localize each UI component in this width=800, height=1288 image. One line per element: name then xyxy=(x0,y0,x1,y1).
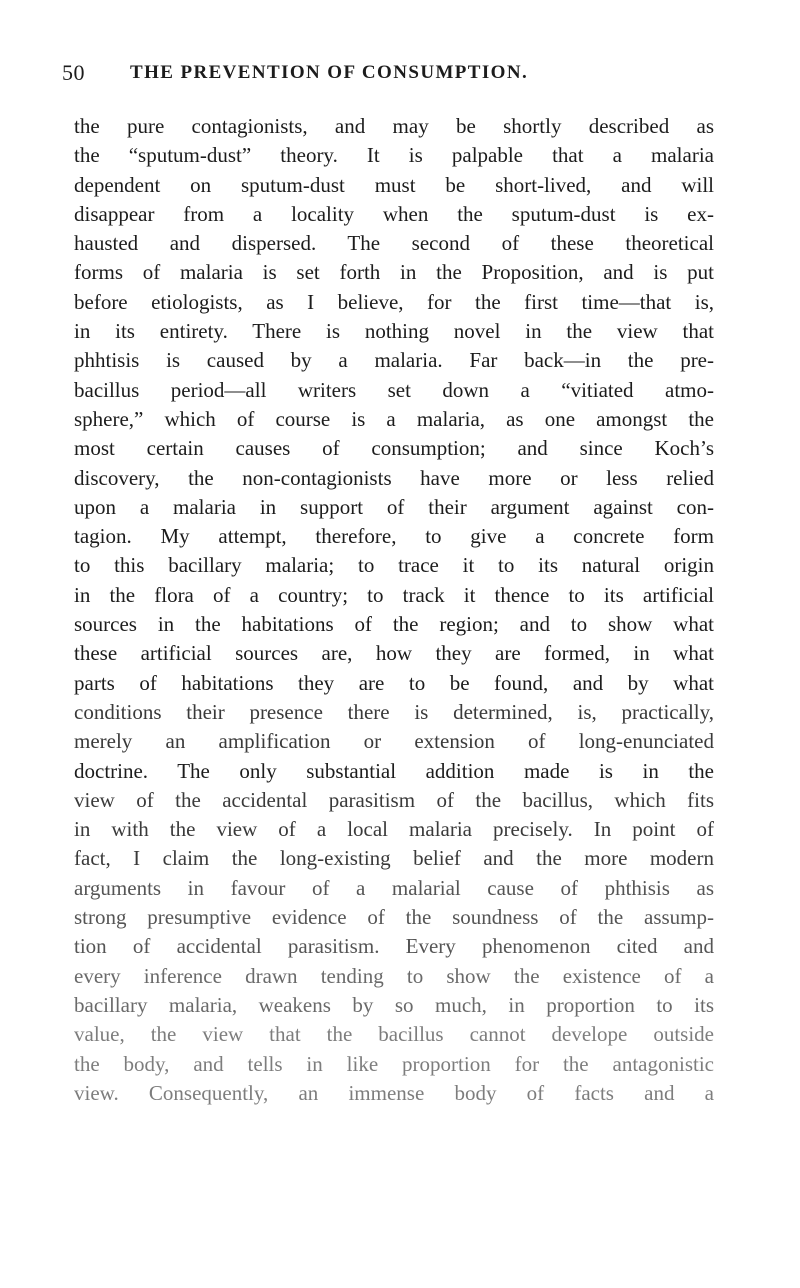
text-line: discovery, the non-contagionists have more or less relied xyxy=(74,465,714,490)
text-line: value, the view that the bacillus cannot develope outside xyxy=(74,1022,714,1047)
text-line: fact, I claim the long-existing belief and the more modern xyxy=(74,846,714,871)
text-line: tagion. My attempt, therefore, to give a concrete form xyxy=(74,524,714,549)
text-line: the pure contagionists, and may be shortly described as xyxy=(74,114,714,138)
text-line: these artificial sources are, how they are formed, in what xyxy=(74,641,714,666)
text-line: disappear from a locality when the sputum-dust is ex- xyxy=(74,201,714,226)
text-line: the “sputum-dust” theory. It is palpable that a malaria xyxy=(74,143,714,168)
running-head: THE PREVENTION OF CONSUMPTION. xyxy=(130,62,529,83)
text-line: arguments in favour of a malarial cause of phthisis as xyxy=(74,875,714,900)
text-line: forms of malaria is set forth in the Proposition, and is put xyxy=(74,260,714,285)
body-paragraph xyxy=(74,112,714,1108)
text-line: view of the accidental parasitism of the bacillus, which fits xyxy=(74,787,714,812)
text-line: conditions their presence there is determined, is, practically, xyxy=(74,699,714,724)
text-line: most certain causes of consumption; and since Koch’s xyxy=(74,436,714,461)
text-line: bacillus period—all writers set down a “vitiated atmo- xyxy=(74,377,714,402)
text-line: to this bacillary malaria; to trace it to its natural origin xyxy=(74,553,714,578)
text-line: doctrine. The only substantial addition made is in the xyxy=(74,758,714,783)
text-line: merely an amplification or extension of long-enunciated xyxy=(74,729,714,754)
text-line: every inference drawn tending to show the existence of a xyxy=(74,963,714,988)
text-line: dependent on sputum-dust must be short-lived, and will xyxy=(74,172,714,197)
text-line: in its entirety. There is nothing novel in the view that xyxy=(74,319,714,344)
text-line: hausted and dispersed. The second of these theoretical xyxy=(74,231,714,256)
text-line: parts of habitations they are to be found, and by what xyxy=(74,670,714,695)
page-number: 50 xyxy=(62,60,85,85)
text-line: in with the view of a local malaria precisely. In point of xyxy=(74,817,714,842)
text-line: sources in the habitations of the region; and to show what xyxy=(74,612,714,637)
text-line: in the flora of a country; to track it thence to its artificial xyxy=(74,582,714,607)
text-line: the body, and tells in like proportion for the antagonistic xyxy=(74,1051,714,1076)
text-line: bacillary malaria, weakens by so much, in proportion to its xyxy=(74,992,714,1017)
text-line: sphere,” which of course is a malaria, as one amongst the xyxy=(74,406,714,431)
page-header xyxy=(62,60,682,94)
text-line: view. Consequently, an immense body of facts and a xyxy=(74,1080,714,1105)
text-line: before etiologists, as I believe, for the first time—that is, xyxy=(74,289,714,314)
text-line: phhtisis is caused by a malaria. Far back—in the pre- xyxy=(74,348,714,373)
text-line: strong presumptive evidence of the soundness of the assump- xyxy=(74,905,714,930)
text-line: tion of accidental parasitism. Every phenomenon cited and xyxy=(74,934,714,959)
text-line: upon a malaria in support of their argument against con- xyxy=(74,494,714,519)
